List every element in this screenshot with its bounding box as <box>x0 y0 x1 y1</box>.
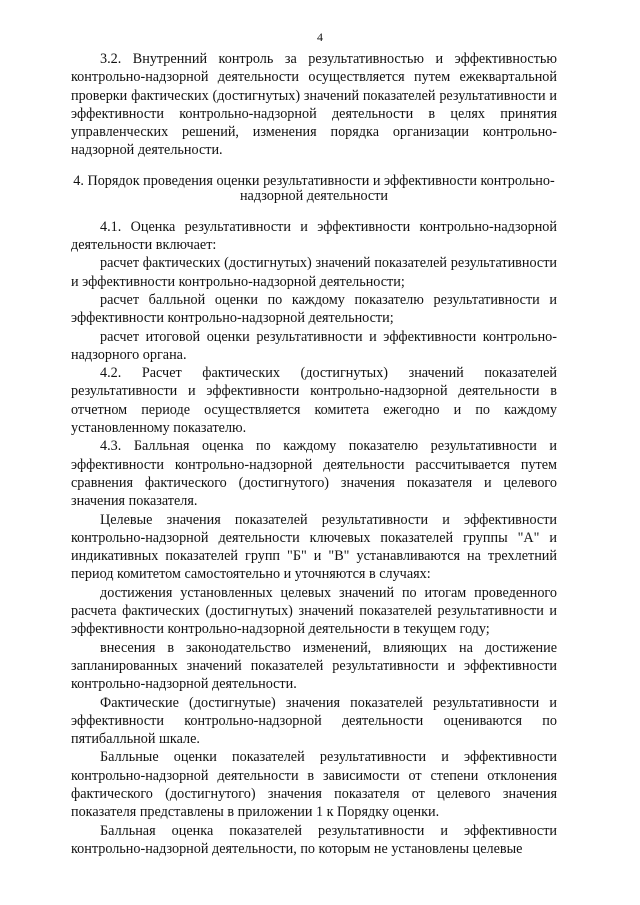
paragraph-4-2: 4.2. Расчет фактических (достигнутых) значений показателей результативности и эффективности контрольно-надзорной деятельности в отчетном периоде осуществляется комитета ежегодно и по каждому установленному показателю. <box>71 365 557 437</box>
paragraph: Балльные оценки показателей результативности и эффективности контрольно-надзорной деятельности в зависимости от степени отклонения фактического (достигнутого) значения показателя от целевого значения показателя представлены в приложении 1 к Порядку оценки. <box>71 749 557 821</box>
paragraph-4-3: 4.3. Балльная оценка по каждому показателю результативности и эффективности контрольно-надзорной деятельности рассчитывается путем сравнения фактического (достигнутого) значения показателя и целевого значения показателя. <box>71 438 557 510</box>
document-body <box>71 50 557 858</box>
list-item: расчет балльной оценки по каждому показателю результативности и эффективности контрольно-надзорной деятельности; <box>71 291 557 327</box>
paragraph: Балльная оценка показателей результативности и эффективности контрольно-надзорной деятельности, по которым не установлены целевые <box>71 822 557 857</box>
paragraph-4-1: 4.1. Оценка результативности и эффективности контрольно-надзорной деятельности включает: <box>71 218 557 254</box>
list-item: расчет фактических (достигнутых) значений показателей результативности и эффективности контрольно-надзорной деятельности; <box>71 255 557 290</box>
paragraph: Фактические (достигнутые) значения показателей результативности и эффективности контрольно-надзорной деятельности оцениваются по пятибалльной шкале. <box>71 694 557 748</box>
section-heading: 4. Порядок проведения оценки результативности и эффективности контрольно-надзорной деятельности <box>73 172 555 204</box>
paragraph-3-2: 3.2. Внутренний контроль за результативностью и эффективностью контрольно-надзорной деятельности осуществляется путем ежеквартальной проверки фактических (достигнутых) значений показателей результативности и эффективности контрольно-надзорной деятельности в целях принятия управленческих решений, изменения порядка организации контрольно-надзорной деятельности. <box>71 51 557 159</box>
list-item: расчет итоговой оценки результативности и эффективности контрольно-надзорного органа. <box>71 328 557 363</box>
list-item: достижения установленных целевых значений по итогам проведенного расчета фактических (достигнутых) значений показателей результативности и эффективности контрольно-надзорной деятельности в текущем году; <box>71 584 557 638</box>
paragraph: Целевые значения показателей результативности и эффективности контрольно-надзорной деятельности ключевых показателей группы "А" и индикативных показателей групп "Б" и "В" устанавливаются на трехлетний период комитетом самостоятельно и уточняются в случаях: <box>71 511 557 583</box>
page-number: 4 <box>317 30 323 44</box>
list-item: внесения в законодательство изменений, влияющих на достижение запланированных значений показателей результативности и эффективности контрольно-надзорной деятельности. <box>71 639 557 693</box>
